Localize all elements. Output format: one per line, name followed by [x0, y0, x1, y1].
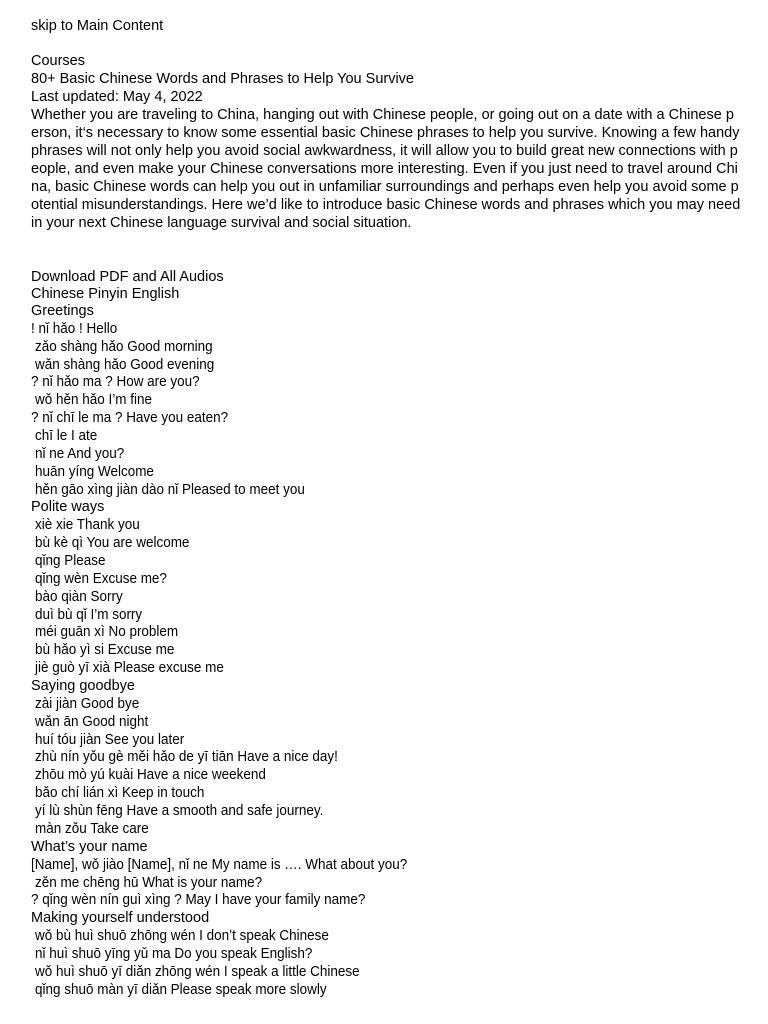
- section-heading: [31, 499, 741, 517]
- section-heading: [31, 910, 741, 928]
- phrase-row: [31, 357, 741, 375]
- phrase-row: [31, 875, 741, 893]
- phrase-row: [31, 607, 741, 625]
- phrase-text: zhōu mò yú kuài Have a nice weekend: [35, 767, 266, 784]
- phrase-text: hěn gāo xìng jiàn dào nǐ Pleased to meet you: [35, 481, 305, 498]
- phrase-row: [31, 732, 741, 750]
- phrase-text: wǎn shàng hǎo Good evening: [35, 356, 215, 373]
- page-content: [31, 16, 741, 1000]
- phrase-row: [31, 482, 741, 500]
- download-pdf-link[interactable]: Download PDF and All Audios: [31, 269, 224, 285]
- phrase-row: [31, 749, 741, 767]
- phrase-row: [31, 571, 741, 589]
- phrase-row: [31, 339, 741, 357]
- section-heading: [31, 839, 741, 857]
- phrase-text: zài jiàn Good bye: [35, 695, 140, 712]
- phrase-row: [31, 374, 741, 392]
- phrase-text: qǐng Please: [35, 553, 106, 570]
- phrase-row: [31, 714, 741, 732]
- section-heading-text: What’s your name: [31, 838, 148, 855]
- phrase-row: [31, 696, 741, 714]
- phrase-text: méi guān xì No problem: [35, 624, 179, 641]
- phrase-text: ? nǐ hǎo ma ? How are you?: [31, 374, 200, 391]
- phrase-row: [31, 517, 741, 535]
- phrase-text: nǐ ne And you?: [35, 445, 125, 462]
- phrase-row: [31, 821, 741, 839]
- breadcrumb-category[interactable]: Courses: [31, 53, 85, 69]
- phrase-text: jiè guò yī xià Please excuse me: [35, 660, 224, 677]
- phrase-row: [31, 321, 741, 339]
- phrase-text: wǒ huì shuō yī diǎn zhōng wén I speak a little Chinese: [35, 963, 360, 980]
- section-heading: [31, 303, 741, 321]
- phrase-text: ! nǐ hǎo ! Hello: [31, 320, 118, 337]
- phrase-row: [31, 589, 741, 607]
- phrase-row: [31, 392, 741, 410]
- phrase-row: [31, 428, 741, 446]
- phrase-text: bù hǎo yì si Excuse me: [35, 642, 175, 659]
- phrase-text: màn zǒu Take care: [35, 820, 149, 837]
- last-updated: Last updated: May 4, 2022: [31, 89, 203, 105]
- phrase-text: wǒ hěn hǎo I’m fine: [35, 392, 152, 409]
- phrase-row: [31, 928, 741, 946]
- phrase-row: [31, 982, 741, 1000]
- section-heading-text: Saying goodbye: [31, 678, 135, 695]
- page-title: 80+ Basic Chinese Words and Phrases to Help You Survive: [31, 71, 414, 87]
- spacer: [31, 232, 741, 268]
- phrase-text: duì bù qǐ I’m sorry: [35, 606, 143, 623]
- phrase-row: [31, 410, 741, 428]
- phrase-row: [31, 857, 741, 875]
- phrase-text: wǎn ān Good night: [35, 713, 149, 730]
- phrase-text: xiè xie Thank you: [35, 517, 140, 534]
- skip-to-main-link[interactable]: skip to Main Content: [31, 18, 164, 34]
- phrase-text: bǎo chí lián xì Keep in touch: [35, 785, 205, 802]
- phrase-row: [31, 785, 741, 803]
- table-header: Chinese Pinyin English: [31, 286, 180, 302]
- phrase-text: bù kè qì You are welcome: [35, 535, 190, 552]
- phrase-text: chī le I ate: [35, 428, 98, 445]
- phrase-row: [31, 446, 741, 464]
- phrase-row: [31, 767, 741, 785]
- phrase-text: zěn me chēng hū What is your name?: [35, 874, 263, 891]
- phrase-text: zhù nín yǒu gè měi hǎo de yī tiān Have a nice day!: [35, 749, 338, 766]
- phrase-text: bào qiàn Sorry: [35, 588, 123, 605]
- phrase-text: yí lù shùn fēng Have a smooth and safe journey.: [35, 803, 324, 820]
- phrase-row: [31, 624, 741, 642]
- section-heading-text: Greetings: [31, 303, 94, 319]
- phrase-row: [31, 553, 741, 571]
- phrase-row: [31, 803, 741, 821]
- phrase-text: nǐ huì shuō yīng yǔ ma Do you speak English?: [35, 945, 313, 962]
- phrase-row: [31, 535, 741, 553]
- phrase-row: [31, 964, 741, 982]
- phrase-text: ? nǐ chī le ma ? Have you eaten?: [31, 410, 229, 427]
- phrase-row: [31, 660, 741, 678]
- spacer: [31, 36, 741, 52]
- phrase-row: [31, 946, 741, 964]
- phrase-text: qǐng shuō màn yī diǎn Please speak more slowly: [35, 981, 327, 998]
- phrase-text: [Name], wǒ jiào [Name], nǐ ne My name is …. What about you?: [31, 856, 408, 873]
- phrase-text: wǒ bù huì shuō zhōng wén I don’t speak Chinese: [35, 928, 329, 945]
- phrase-text: qǐng wèn Excuse me?: [35, 570, 167, 587]
- phrase-row: [31, 892, 741, 910]
- phrase-row: [31, 642, 741, 660]
- section-heading: [31, 678, 741, 696]
- section-heading-text: Polite ways: [31, 499, 105, 516]
- phrase-text: ? qǐng wèn nín guì xìng ? May I have your family name?: [31, 892, 366, 909]
- phrase-text: zǎo shàng hǎo Good morning: [35, 338, 213, 355]
- phrase-text: huí tóu jiàn See you later: [35, 731, 185, 748]
- phrase-row: [31, 464, 741, 482]
- phrase-text: huān yíng Welcome: [35, 463, 154, 480]
- phrase-list: [31, 303, 741, 1000]
- intro-paragraph: Whether you are traveling to China, hanging out with Chinese people, or going out on a date with a Chinese person, it‘s necessary to know some essential basic Chinese phrases to help you survive. Knowing a few handy phrases will not only help you avoid social awkwardness, it will allow you to build great new connections with people, and even make your Chinese conversations more interesting. Even if you just need to travel around China, basic Chinese words can help you out in unfamiliar surroundings and perhaps even help you avoid some potential misunderstandings. Here we’d like to introduce basic Chinese words and phrases which you may need in your next Chinese language survival and social situation.: [31, 107, 741, 231]
- section-heading-text: Making yourself understood: [31, 910, 210, 927]
